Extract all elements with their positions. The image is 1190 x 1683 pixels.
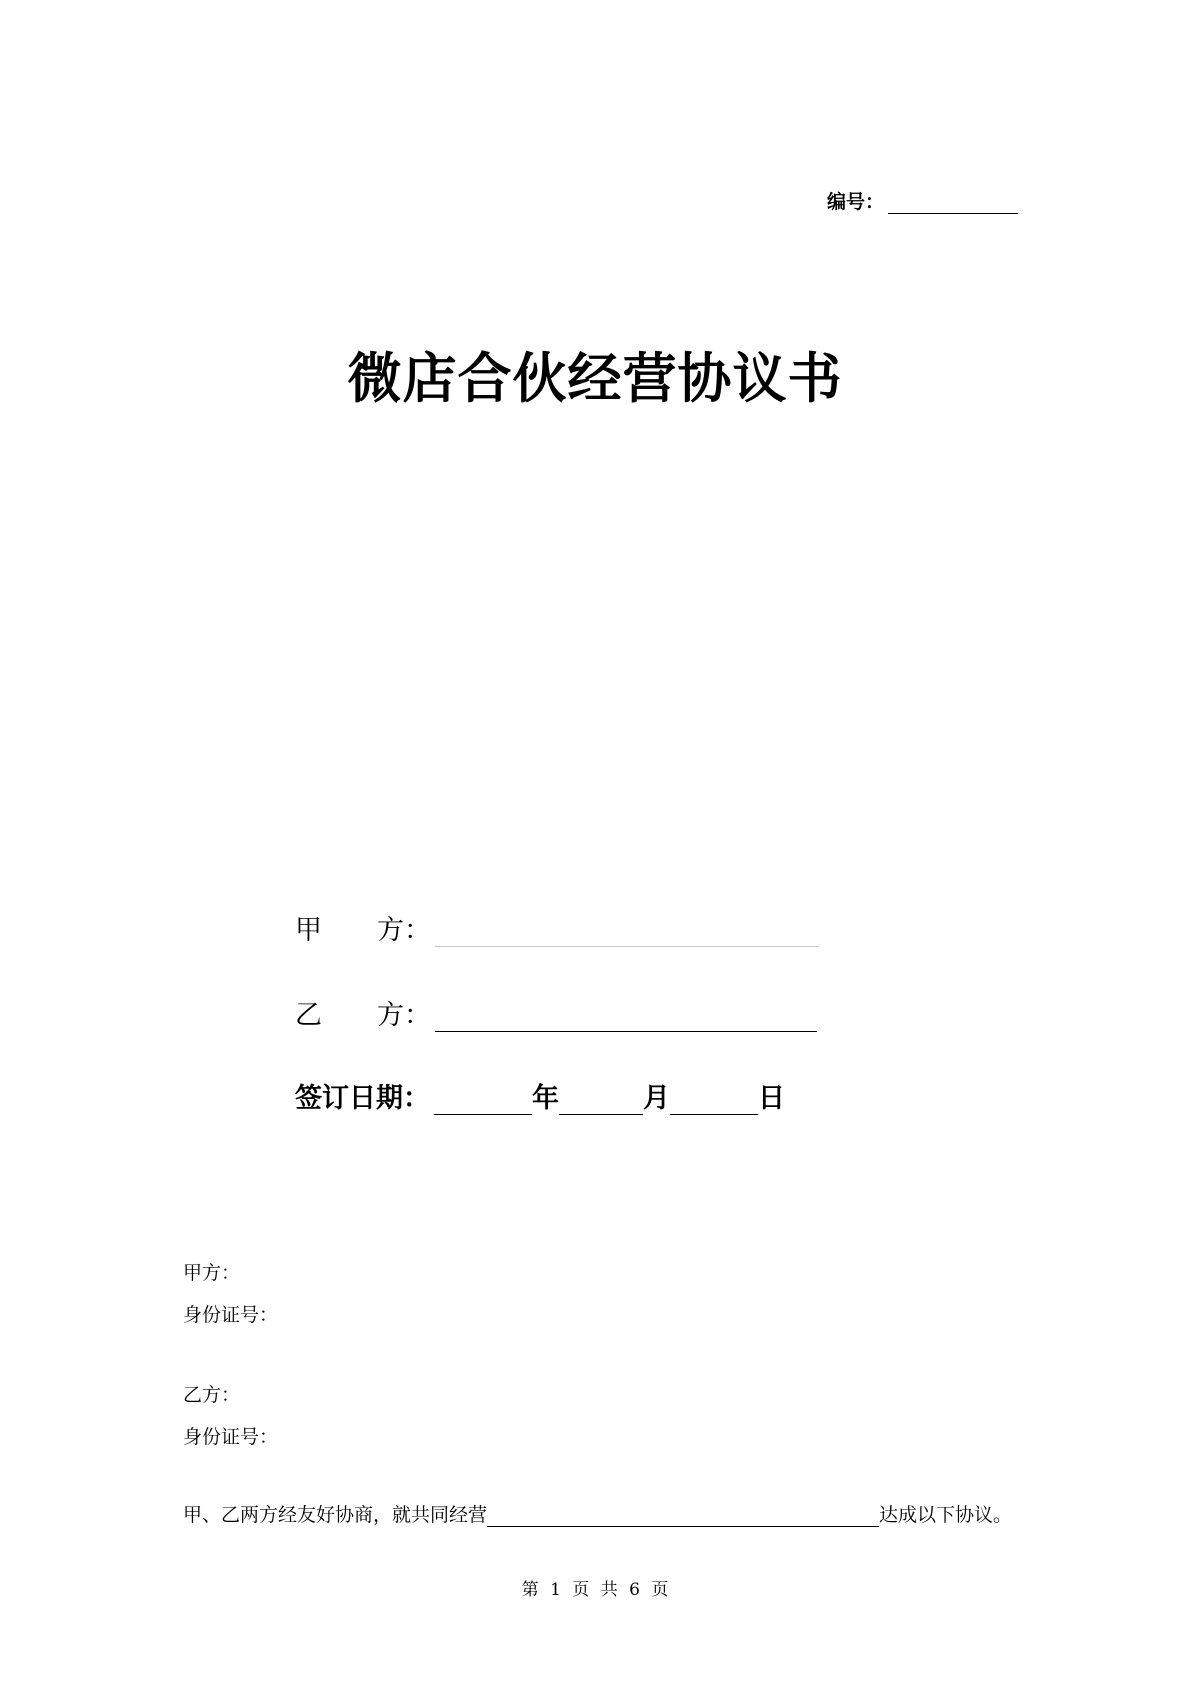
serial-blank[interactable] xyxy=(888,195,1018,214)
party-a-label-char: 甲 xyxy=(295,915,322,946)
agreement-suffix: 达成以下协议。 xyxy=(879,1504,1013,1526)
year-blank[interactable] xyxy=(434,1088,532,1115)
cover-party-b xyxy=(295,993,817,1032)
day-label: 日 xyxy=(758,1083,785,1114)
serial-label: 编号： xyxy=(827,191,885,213)
party-b-blank[interactable] xyxy=(435,1005,817,1032)
party-b-label-colon: 方： xyxy=(377,1000,431,1031)
year-label: 年 xyxy=(532,1083,559,1114)
page-middle: 页 共 xyxy=(572,1580,618,1600)
month-blank[interactable] xyxy=(559,1088,643,1115)
business-blank[interactable] xyxy=(487,1507,879,1527)
page-suffix: 页 xyxy=(651,1580,669,1600)
body-party-a: 甲方： xyxy=(183,1262,241,1284)
agreement-prefix: 甲、乙两方经友好协商，就共同经营 xyxy=(183,1504,488,1526)
agreement-sentence xyxy=(183,1500,1012,1527)
cover-sign-date xyxy=(295,1076,785,1115)
serial-number xyxy=(827,187,1018,214)
page-current: 1 xyxy=(550,1580,561,1600)
body-party-b: 乙方： xyxy=(183,1384,241,1406)
sign-date-label: 签订日期： xyxy=(295,1083,430,1114)
month-label: 月 xyxy=(643,1083,670,1114)
body-party-b-id: 身份证号： xyxy=(183,1426,279,1448)
party-b-label-char: 乙 xyxy=(295,1000,322,1031)
cover-party-a xyxy=(295,908,819,947)
body-party-a-id: 身份证号： xyxy=(183,1304,279,1326)
party-a-blank[interactable] xyxy=(435,920,819,947)
page-prefix: 第 xyxy=(521,1580,539,1600)
day-blank[interactable] xyxy=(670,1088,758,1115)
document-title: 微店合伙经营协议书 xyxy=(347,347,843,410)
party-a-label-colon: 方： xyxy=(377,915,431,946)
page-total: 6 xyxy=(629,1580,640,1600)
page-footer xyxy=(0,1575,1190,1600)
